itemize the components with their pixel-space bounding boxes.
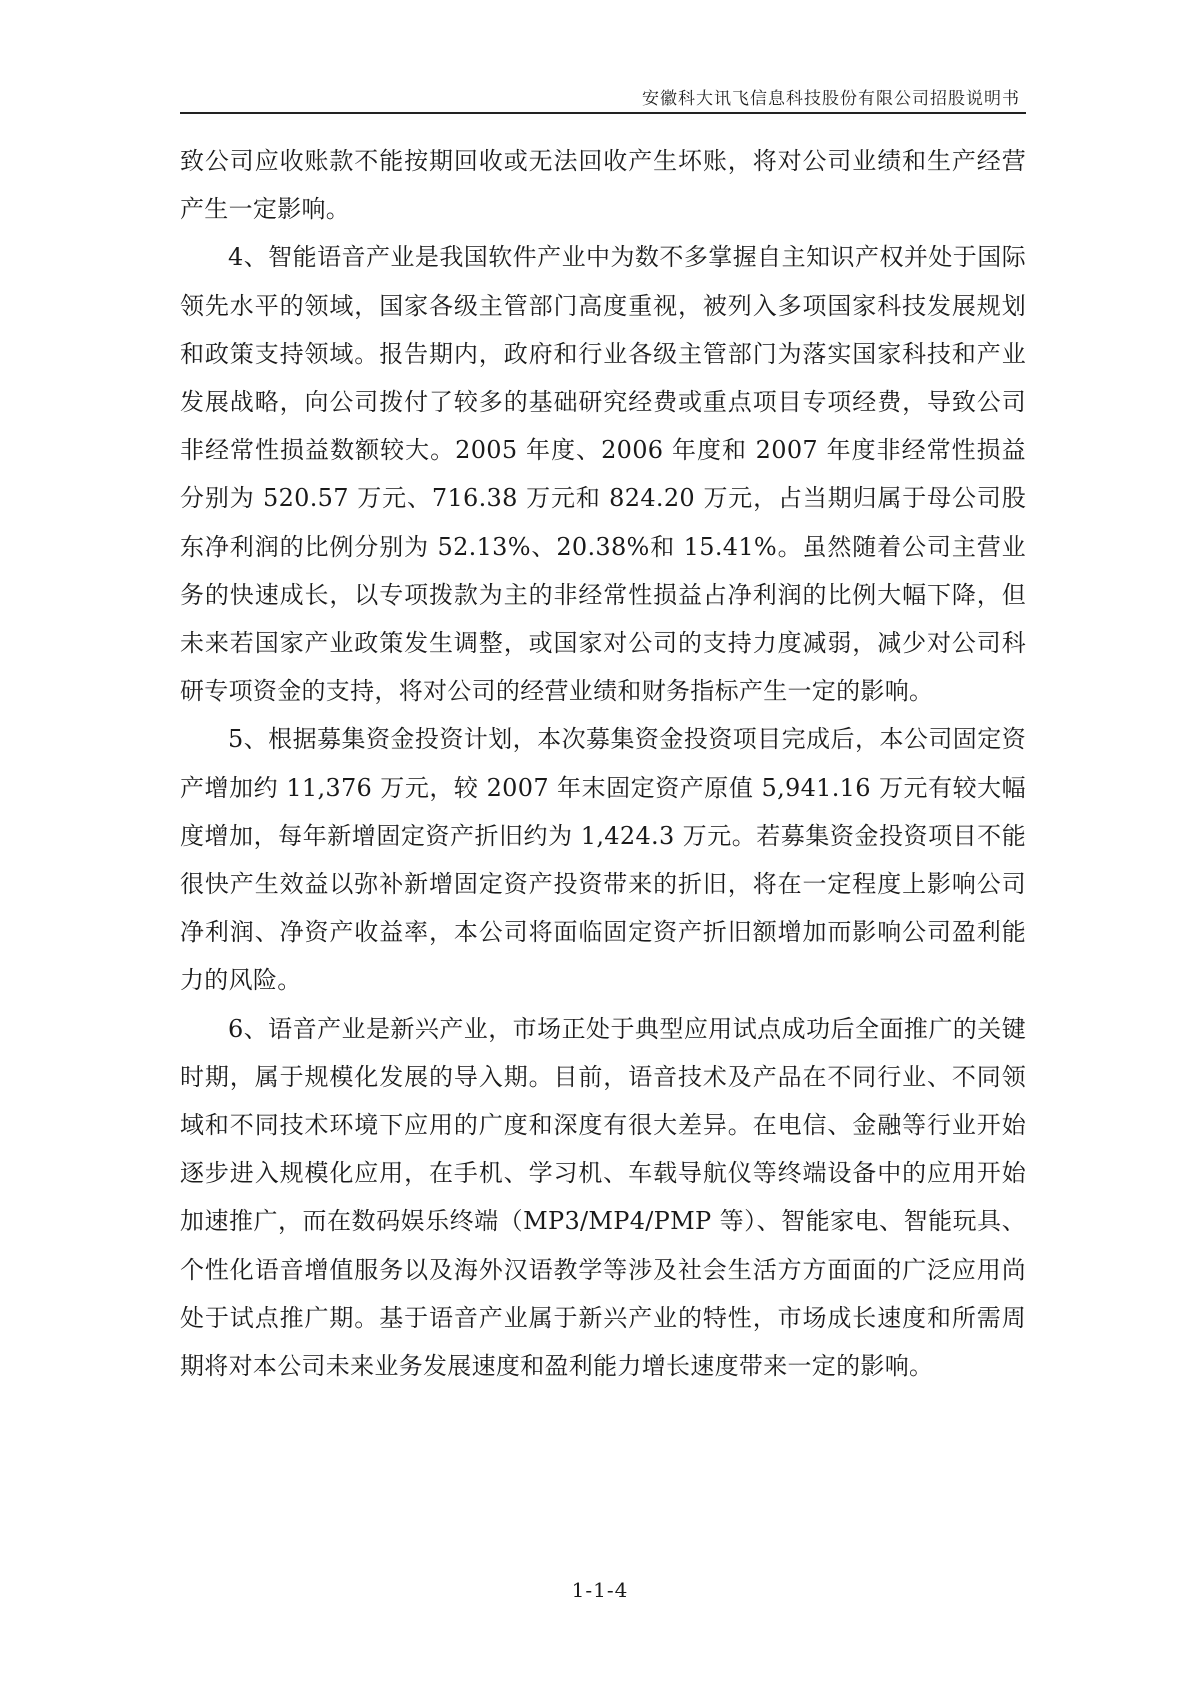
paragraph-continuation: 致公司应收账款不能按期回收或无法回收产生坏账，将对公司业绩和生产经营产生一定影响。 xyxy=(180,147,1026,224)
paragraph-risk-6: 6、语音产业是新兴产业，市场正处于典型应用试点成功后全面推广的关键时期，属于规模化发展的导入期。目前，语音技术及产品在不同行业、不同领域和不同技术环境下应用的广度和深度有很大差异。在电信、金融等行业开始逐步进入规模化应用，在手机、学习机、车载导航仪等终端设备中的应用开始加速推广，而在数码娱乐终端（MP3/MP4/PMP 等）、智能家电、智能玩具、个性化语音增值服务以及海外汉语教学等涉及社会生活方方面面的广泛应用尚处于试点推广期。基于语音产业属于新兴产业的特性，市场成长速度和所需周期将对本公司未来业务发展速度和盈利能力增长速度带来一定的影响。 xyxy=(180,1014,1026,1381)
header-title: 安徽科大讯飞信息科技股份有限公司招股说明书 xyxy=(642,89,1020,109)
page-number: 1-1-4 xyxy=(571,1578,629,1602)
paragraph-risk-4: 4、智能语音产业是我国软件产业中为数不多掌握自主知识产权并处于国际领先水平的领域，国家各级主管部门高度重视，被列入多项国家科技发展规划和政策支持领域。报告期内，政府和行业各级主管部门为落实国家科技和产业发展战略，向公司拨付了较多的基础研究经费或重点项目专项经费，导致公司非经常性损益数额较大。2005 年度、2006 年度和 2007 年度非经常性损益分别为 520.57 万元、716.38 万元和 824.20 万元，占当期归属于母公司股东净利润的比例分别为 52.13%、20.38%和 15.41%。虽然随着公司主营业务的快速成长，以专项拨款为主的非经常性损益占净利润的比例大幅下降，但未来若国家产业政策发生调整，或国家对公司的支持力度减弱，减少对公司科研专项资金的支持，将对公司的经营业绩和财务指标产生一定的影响。 xyxy=(180,243,1026,706)
page-header xyxy=(180,80,1026,114)
paragraph-risk-5: 5、根据募集资金投资计划，本次募集资金投资项目完成后，本公司固定资产增加约 11,376 万元，较 2007 年末固定资产原值 5,941.16 万元有较大幅度增加，每年新增固定资产折旧约为 1,424.3 万元。若募集资金投资项目不能很快产生效益以弥补新增固定资产投资带来的折旧，将在一定程度上影响公司净利润、净资产收益率，本公司将面临固定资产折旧额增加而影响公司盈利能力的风险。 xyxy=(180,725,1026,995)
document-body xyxy=(180,137,1026,1390)
